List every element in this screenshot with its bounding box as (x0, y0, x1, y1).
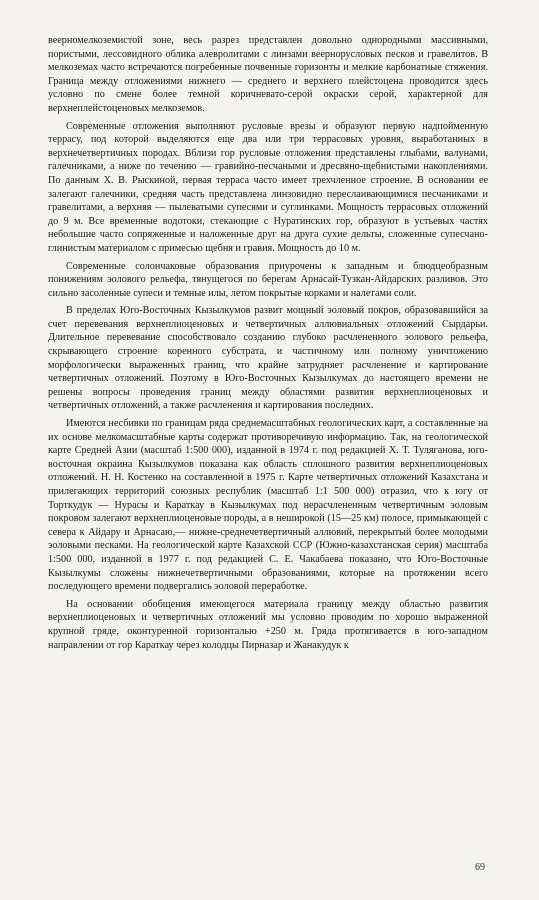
paragraph-5: Имеются несбивки по границам ряда среднемасштабных геологических карт, а составленные на их основе мелкомасштабные карты содержат противоречивую информацию. Так, на геологической карте Средней Азии (масштаб 1:500 000), изданной в 1974 г. под редакцией Х. Т. Туляганова, юго-восточная окраина Кызылкумов показана как область сплошного развития верхнеплиоценовых отложений. Н. Н. Костенко на составленной в 1975 г. Карте четвертичных отложений Казахстана и прилегающих территорий союзных республик (масштаб 1:1 500 000) отразил, что к югу от Торткудук — Нурасы и Караткау в Кызылкумах под нерасчлененным четвертичным эоловым покровом залегают верхнеплиоценовые породы, а в неширокой (15—25 км) полосе, примыкающей с севера к Айдару и Арнасаю,— нижне-среднечетвертичный аллювий, перекрытый более молодыми эоловыми песками. На геологической карте Казахской ССР (Южно-казахстанская серия) масштаба 1:500 000, изданной в 1977 г. под редакцией С. Е. Чакабаева показано, что Юго-Восточные Кызылкумы сложены нижнечетвертичными образованиями, которые на протяжении всего последующего времени подвергались эоловой переработке. (48, 418, 488, 593)
paragraph-4: В пределах Юго-Восточных Кызылкумов развит мощный эоловый покров, образовавшийся за счет перевевания верхнеплиоценовых и четвертичных аллювиальных отложений Сырдарьи. Длительное перевевание способствовало созданию глубоко расчлененного эолового рельефа, скрывающего строение коренного субстрата, и частичному или полному уничтожению морфологически выраженных границ, что крайне затрудняет расчленение и картирование четвертичных отложений. Поэтому в Юго-Восточных Кызылкумах до настоящего времени не решены вопросы проведения границ между областями развития верхнеплиоценовых и четвертичных отложений, а также расчленения и картирования последних. (48, 305, 488, 412)
paragraph-2: Современные отложения выполняют русловые врезы и образуют первую надпойменную террасу, под которой выделяются еще два или три террасовых уровня, выработанных в верхнечетвертичных породах. Вблизи гор русловые отложения представлены глыбами, валунами, галечниками, а ниже по течению — гравийно-песчаными и дресвяно-щебнистыми накоплениями. По данным Х. В. Рыскиной, первая терраса часто имеет трехчленное строение. В основании ее залегают галечники, средняя часть представлена линзовидно переслаивающимися песчаниками и гравелитами, а верхняя — пылеватыми супесями и суглинками. Мощность террасовых отложений до 9 м. Все временные водотоки, стекающие с Нуратинских гор, образуют в устьевых частях небольшие часто сопряженные и наложенные друг на друга сухие дельты, сложенные супесчано-глинистым материалом с примесью щебня и гравия. Мощность до 10 м. (48, 120, 488, 254)
paragraph-6: На основании обобщения имеющегося материала границу между областью развития верхнеплиоценовых и четвертичных отложений мы условно проводим по хорошо выраженной крупной гряде, оконтуренной горизонталью +250 м. Гряда протягивается в юго-западном направлении от гор Караткау через колодцы Пирназар и Жанакудук к (48, 598, 488, 651)
paragraph-1: веерномелкоземистой зоне, весь разрез представлен довольно однородными массивными, пористыми, лессовидного облика алевролитами с линзами веернорусловых песков и гравелитов. В мелкоземах часто встречаются погребенные почвенные горизонты и мелкие карбонатные стяжения. Граница между отложениями нижнего — среднего и верхнего плейстоцена проводится здесь условно по смене более темной коричневато-серой окраски серой, характерной для верхнеплейстоценовых мелкоземов. (48, 35, 488, 114)
page-number: 69 (475, 862, 485, 873)
document-page (48, 34, 488, 652)
paragraph-3: Современные солончаковые образования приурочены к западным и блюдцеобразным понижениям эолового рельефа, тянущегося по берегам Арнасай-Тузкан-Айдарских разливов. Это сильно засоленные супеси и темные илы, летом покрытые корками и налетами соли. (48, 260, 488, 299)
